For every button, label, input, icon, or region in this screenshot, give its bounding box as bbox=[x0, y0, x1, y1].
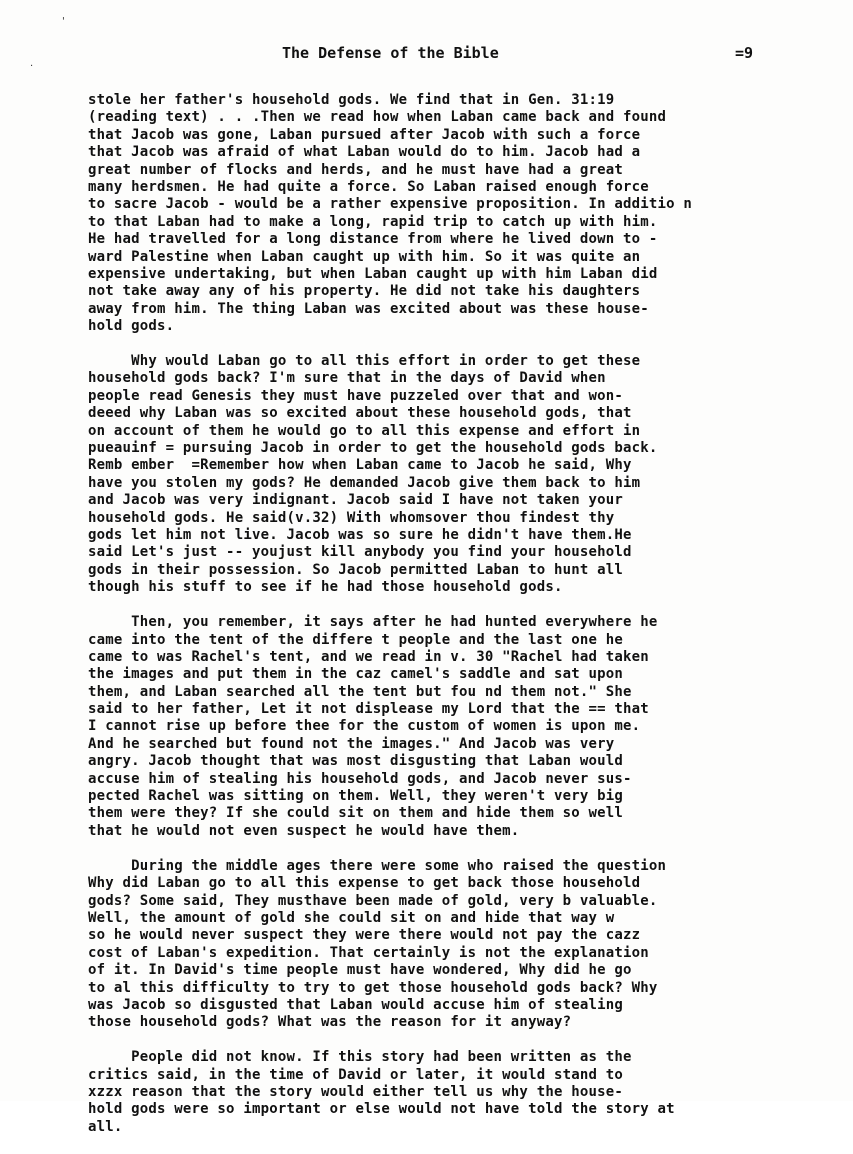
text-line: During the middle ages there were some who raised the question bbox=[88, 857, 667, 874]
paragraph bbox=[88, 92, 818, 335]
text-line: of it. In David's time people must have wondered, Why did he go bbox=[88, 962, 632, 979]
text-line: them were they? If she could sit on them and hide them so well bbox=[88, 805, 623, 822]
text-line: household gods back? I'm sure that in the days of David when bbox=[88, 370, 606, 387]
text-line: so he would never suspect they were there would not pay the cazz bbox=[88, 927, 641, 944]
page-header bbox=[0, 44, 853, 64]
text-line: the images and put them in the caz camel's saddle and sat upon bbox=[88, 666, 623, 683]
text-line: deeed why Laban was so excited about these household gods, that bbox=[88, 405, 632, 422]
text-line: (reading text) . . .Then we read how when Laban came back and found bbox=[88, 109, 667, 126]
text-line: have you stolen my gods? He demanded Jacob give them back to him bbox=[88, 474, 641, 491]
text-line: I cannot rise up before thee for the custom of women is upon me. bbox=[88, 718, 641, 735]
text-line: that Jacob was gone, Laban pursued after Jacob with such a force bbox=[88, 126, 641, 143]
text-line: household gods. He said(v.32) With whomsover thou findest thy bbox=[88, 509, 615, 526]
text-line: pected Rachel was sitting on them. Well, they weren't very big bbox=[88, 788, 623, 805]
text-line: angry. Jacob thought that was most disgusting that Laban would bbox=[88, 753, 623, 770]
text-line: said to her father, Let it not displease my Lord that the == that bbox=[88, 701, 649, 718]
text-line: on account of them he would go to all this expense and effort in bbox=[88, 422, 641, 439]
text-line: Then, you remember, it says after he had hunted everywhere he bbox=[88, 614, 658, 631]
text-line: xzzx reason that the story would either tell us why the house- bbox=[88, 1084, 623, 1101]
text-line: came to was Rachel's tent, and we read in v. 30 "Rachel had taken bbox=[88, 648, 649, 665]
text-line: that he would not even suspect he would have them. bbox=[88, 822, 520, 839]
body-text bbox=[88, 92, 818, 1154]
paragraph bbox=[88, 858, 818, 1032]
text-line: and Jacob was very indignant. Jacob said I have not taken your bbox=[88, 492, 623, 509]
text-line: them, and Laban searched all the tent but fou nd them not." She bbox=[88, 683, 632, 700]
text-line: hold gods. bbox=[88, 318, 175, 335]
text-line: many herdsmen. He had quite a force. So Laban raised enough force bbox=[88, 178, 649, 195]
text-line: gods in their possession. So Jacob permitted Laban to hunt all bbox=[88, 561, 623, 578]
scan-speck: ' bbox=[62, 16, 65, 27]
text-line: to that Laban had to make a long, rapid trip to catch up with him. bbox=[88, 213, 658, 230]
text-line: stole her father's household gods. We find that in Gen. 31:19 bbox=[88, 92, 615, 108]
text-line: was Jacob so disgusted that Laban would accuse him of stealing bbox=[88, 996, 623, 1013]
scan-speck: . bbox=[30, 58, 34, 69]
text-line: Remb ember =Remember how when Laban came to Jacob he said, Why bbox=[88, 457, 632, 474]
page-number: =9 bbox=[735, 44, 754, 62]
text-line: that Jacob was afraid of what Laban would do to him. Jacob had a bbox=[88, 144, 641, 161]
text-line: those household gods? What was the reason for it anyway? bbox=[88, 1014, 572, 1031]
text-line: though his stuff to see if he had those household gods. bbox=[88, 579, 563, 596]
text-line: hold gods were so important or else would not have told the story at bbox=[88, 1101, 675, 1118]
text-line: said Let's just -- youjust kill anybody you find your household bbox=[88, 544, 632, 561]
text-line: pueauinf = pursuing Jacob in order to get the household gods back. bbox=[88, 440, 658, 457]
text-line: to al this difficulty to try to get those household gods back? Why bbox=[88, 979, 658, 996]
text-line: Well, the amount of gold she could sit on and hide that way w bbox=[88, 909, 615, 926]
text-line: gods? Some said, They musthave been made of gold, very b valuable. bbox=[88, 892, 658, 909]
text-line: He had travelled for a long distance from where he lived down to - bbox=[88, 231, 658, 248]
paragraph bbox=[88, 1049, 818, 1136]
text-line: People did not know. If this story had been written as the bbox=[88, 1049, 632, 1066]
text-line: Why did Laban go to all this expense to get back those household bbox=[88, 875, 641, 892]
text-line: to sacre Jacob - would be a rather expensive proposition. In additio n bbox=[88, 196, 693, 213]
text-line: away from him. The thing Laban was excited about was these house- bbox=[88, 300, 649, 317]
page-title: The Defense of the Bible bbox=[282, 44, 499, 62]
text-line: came into the tent of the differe t people and the last one he bbox=[88, 631, 623, 648]
text-line: not take away any of his property. He did not take his daughters bbox=[88, 283, 641, 300]
text-line: And he searched but found not the images." And Jacob was very bbox=[88, 735, 615, 752]
text-line: expensive undertaking, but when Laban caught up with him Laban did bbox=[88, 265, 658, 282]
text-line: people read Genesis they must have puzzeled over that and won- bbox=[88, 387, 623, 404]
text-line: accuse him of stealing his household gods, and Jacob never sus- bbox=[88, 770, 632, 787]
text-line: gods let him not live. Jacob was so sure he didn't have them.He bbox=[88, 526, 632, 543]
text-line: Why would Laban go to all this effort in order to get these bbox=[88, 353, 641, 370]
text-line: all. bbox=[88, 1118, 123, 1135]
text-line: critics said, in the time of David or later, it would stand to bbox=[88, 1066, 623, 1083]
text-line: cost of Laban's expedition. That certainly is not the explanation bbox=[88, 944, 649, 961]
paragraph bbox=[88, 614, 818, 840]
text-line: great number of flocks and herds, and he must have had a great bbox=[88, 161, 623, 178]
paragraph bbox=[88, 353, 818, 596]
text-line: ward Palestine when Laban caught up with him. So it was quite an bbox=[88, 248, 641, 265]
